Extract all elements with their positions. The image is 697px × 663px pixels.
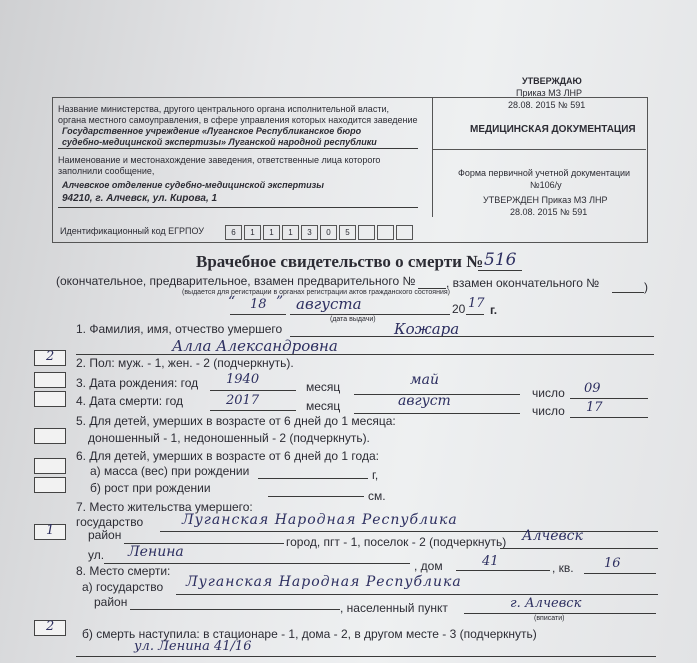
residence-city: Алчевск xyxy=(522,528,583,544)
final-number-line xyxy=(612,292,644,293)
edrpou-digit: 1 xyxy=(263,225,280,240)
term-box[interactable] xyxy=(34,428,66,444)
death-place-state-label: а) государство xyxy=(82,580,164,594)
edrpou-digit: 6 xyxy=(225,225,242,240)
house-underline xyxy=(456,570,550,571)
inst-value-1: Алчевское отделение судебно-медицинской экспертизы xyxy=(62,180,324,190)
residence-type-box[interactable] xyxy=(34,524,66,540)
apt-label: , кв. xyxy=(552,561,574,575)
residence-state-underline xyxy=(160,531,658,532)
edrpou-digit: 0 xyxy=(320,225,337,240)
edrpou-digit: 5 xyxy=(339,225,356,240)
form-line-1: Форма первичной учетной документации xyxy=(458,168,631,178)
year-suffix: г. xyxy=(490,303,498,317)
subtitle-paren: ) xyxy=(644,280,648,294)
year-underline xyxy=(466,314,484,315)
birth-weight-label: а) масса (вес) при рождении xyxy=(90,464,250,478)
org-underline xyxy=(58,148,418,149)
birth-date-box[interactable] xyxy=(34,372,66,388)
field-5-options: доношенный - 1, недоношенный - 2 (подчеркнуть). xyxy=(88,431,370,445)
org-label-2: органа местного самоуправления, в сфере управления которых находится заведение xyxy=(58,115,418,125)
subtitle-text: (окончательное, предварительное, взамен предварительного № xyxy=(56,274,416,288)
edrpou-digit: 1 xyxy=(282,225,299,240)
birth-month: май xyxy=(410,372,439,388)
field-1-label: 1. Фамилия, имя, отчество умершего xyxy=(76,322,283,336)
birth-weight-unit: г, xyxy=(372,468,379,482)
death-year: 2017 xyxy=(226,393,260,408)
field-7-label: 7. Место жительства умершего: xyxy=(76,500,253,514)
residence-city-label: город, пгт - 1, поселок - 2 (подчеркнуть) xyxy=(286,535,507,549)
birth-month-label: месяц xyxy=(306,380,341,394)
day-underline xyxy=(230,314,286,315)
birth-height-label: б) рост при рождении xyxy=(90,481,211,495)
residence-type-value: 1 xyxy=(46,523,55,538)
inst-label-2: заполнили сообщение, xyxy=(58,166,155,176)
birth-weight-box[interactable] xyxy=(34,458,66,474)
street-value: Ленина xyxy=(128,544,184,560)
medical-docs-title: МЕДИЦИНСКАЯ ДОКУМЕНТАЦИЯ xyxy=(470,124,636,135)
number-underline xyxy=(478,270,522,271)
inst-underline xyxy=(58,207,418,208)
birth-year: 1940 xyxy=(226,372,260,387)
certificate-number: 516 xyxy=(484,250,517,270)
certificate-title: Врачебное свидетельство о смерти № xyxy=(196,252,484,271)
street-label: ул. xyxy=(88,548,105,562)
death-location-value: 2 xyxy=(46,619,55,634)
subtitle-note: (выдается для регистрации в органах регистрации актов гражданского состояния) xyxy=(182,289,450,296)
death-location-box[interactable] xyxy=(34,620,66,636)
death-place-state: Луганская Народная Республика xyxy=(186,574,462,590)
edrpou-digit xyxy=(358,225,375,240)
given-name-value: Алла Александровна xyxy=(172,337,338,355)
date-open-quote: “ xyxy=(228,294,236,310)
edrpou-digit xyxy=(377,225,394,240)
year-prefix: 20 xyxy=(452,302,466,316)
issue-day: 18 xyxy=(250,297,267,312)
birth-height-box[interactable] xyxy=(34,477,66,493)
edrpou-label: Идентификационный код ЕГРПОУ xyxy=(60,226,205,236)
death-address-underline xyxy=(76,656,656,657)
subtitle-suffix: , взамен окончательного № xyxy=(446,276,600,290)
death-date-box[interactable] xyxy=(34,391,66,407)
apt-value: 16 xyxy=(604,556,621,571)
residence-city-underline xyxy=(500,548,658,549)
form-line-2: №106/у xyxy=(530,180,562,190)
field-6-label: 6. Для детей, умерших в возрасте от 6 дней до 1 года: xyxy=(76,449,379,463)
given-underline xyxy=(76,354,654,355)
edrpou-digit: 3 xyxy=(301,225,318,240)
death-place-state-underline xyxy=(176,594,658,595)
approve-line-1: УТВЕРЖДАЮ xyxy=(522,76,582,86)
approve-line-2: Приказ МЗ ЛНР xyxy=(516,88,583,98)
surname-value: Кожара xyxy=(394,320,460,338)
date-caption: (дата выдачи) xyxy=(330,316,376,323)
death-month: август xyxy=(398,393,451,409)
death-place-district-label: район xyxy=(94,595,128,609)
death-place-settlement: г. Алчевск xyxy=(510,596,582,611)
org-value-2: судебно-медицинской экспертизы» Луганской народной республики xyxy=(62,137,377,147)
death-day-label: число xyxy=(532,404,565,418)
birth-height-underline xyxy=(268,496,364,497)
approve-line-3: 28.08. 2015 № 591 xyxy=(508,100,586,110)
death-place-settlement-underline xyxy=(464,613,656,614)
edrpou-digit: 1 xyxy=(244,225,261,240)
residence-district-label: район xyxy=(88,528,122,542)
form-line-4: 28.08. 2015 № 591 xyxy=(510,207,588,217)
sex-box[interactable] xyxy=(34,350,66,366)
house-label: , дом xyxy=(414,559,443,573)
birth-day: 09 xyxy=(584,381,601,396)
apt-underline xyxy=(584,573,656,574)
field-4-label: 4. Дата смерти: год xyxy=(76,394,183,408)
death-place-note: (вписати) xyxy=(534,615,565,622)
death-day-underline xyxy=(570,417,648,418)
month-underline xyxy=(290,314,450,315)
issue-year: 17 xyxy=(468,296,485,311)
header-divider-h xyxy=(432,149,646,150)
death-year-underline xyxy=(210,410,296,411)
birth-day-underline xyxy=(570,398,648,399)
birth-height-unit: см. xyxy=(368,489,386,503)
field-3-label: 3. Дата рождения: год xyxy=(76,376,199,390)
residence-state: Луганская Народная Республика xyxy=(182,512,458,528)
org-value-1: Государственное учреждение «Луганское Республиканское бюро xyxy=(62,126,362,136)
sex-box-value: 2 xyxy=(46,349,55,364)
form-line-3: УТВЕРЖДЕН Приказ МЗ ЛНР xyxy=(483,195,608,205)
surname-underline xyxy=(290,336,654,337)
death-month-label: месяц xyxy=(306,399,341,413)
field-5-label: 5. Для детей, умерших в возрасте от 6 дней до 1 месяца: xyxy=(76,414,396,428)
death-place-district-underline xyxy=(130,609,340,610)
inst-label-1: Наименование и местонахождение заведения, ответственные лица которого xyxy=(58,155,381,165)
death-location-label: б) смерть наступила: в стационаре - 1, дома - 2, в другом месте - 3 (подчеркнуть) xyxy=(82,627,537,641)
birth-year-underline xyxy=(210,390,296,391)
edrpou-digit xyxy=(396,225,413,240)
birth-day-label: число xyxy=(532,386,565,400)
header-divider xyxy=(432,97,433,217)
field-2-label: 2. Пол: муж. - 1, жен. - 2 (подчеркнуть). xyxy=(76,356,294,370)
org-label-1: Название министерства, другого центрального органа исполнительной власти, xyxy=(58,104,389,114)
date-close-quote: ” xyxy=(276,294,284,310)
death-day: 17 xyxy=(586,400,603,415)
death-address: ул. Ленина 41/16 xyxy=(134,639,252,654)
death-place-settlement-label: , населенный пункт xyxy=(340,601,448,615)
birth-weight-underline xyxy=(258,478,368,479)
residence-state-label: государство xyxy=(76,515,144,529)
inst-value-2: 94210, г. Алчевск, ул. Кирова, 1 xyxy=(62,193,218,204)
field-8-label: 8. Место смерти: xyxy=(76,564,171,578)
house-value: 41 xyxy=(482,554,499,569)
issue-month: августа xyxy=(296,295,362,313)
